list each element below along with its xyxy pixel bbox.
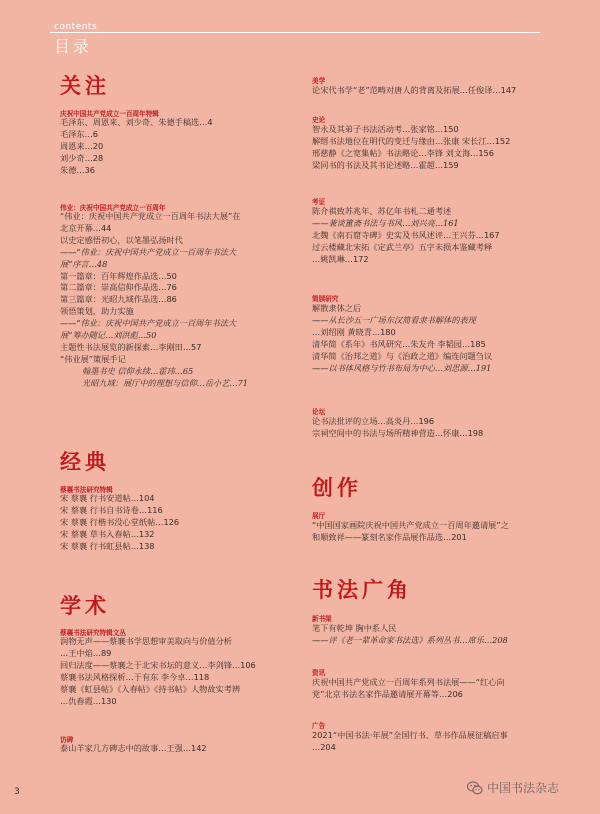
toc-entry[interactable]: 翰墨书史 信仰永续…霍玮…65 (82, 365, 194, 376)
toc-list (60, 636, 256, 707)
toc-entry[interactable]: 以史定感悟初心，以笔墨弘扬时代 (60, 234, 183, 245)
toc-entry[interactable]: 宋 蔡襄 行楷书没心堂纸帖…126 (60, 516, 180, 527)
toc-list (312, 206, 500, 266)
toc-list (60, 117, 213, 177)
toc-list (60, 493, 179, 553)
toc-list (312, 520, 509, 544)
subsection-heading: 庆祝中国共产党成立一百周年特辑 (60, 110, 159, 118)
toc-entry[interactable]: 回归法度——蔡襄之于北宋书坛的意义…李剑锋…106 (60, 659, 256, 670)
subsection-heading: 伟业：庆祝中国共产党成立一百周年 (60, 204, 166, 212)
toc-list (312, 677, 505, 701)
toc-entry[interactable]: 毛泽东…6 (60, 128, 98, 139)
subsection-heading: 美学 (312, 77, 326, 85)
toc-list (312, 623, 508, 647)
toc-list (312, 85, 516, 97)
toc-entry[interactable]: 领悟策划，助力实施 (60, 306, 134, 317)
toc-entry[interactable]: 邢慈静《之宽集帖》书法略论…李锋 刘文海…156 (312, 147, 494, 158)
toc-entry[interactable]: 宋 蔡襄 行书虹县帖…138 (60, 540, 155, 551)
toc-entry[interactable]: 周恩来…20 (60, 140, 104, 151)
toc-entry[interactable]: 泰山羊家几方碑志中的故事…王强…142 (60, 743, 207, 753)
subsection-heading: 资讯 (312, 669, 326, 677)
toc-entry[interactable]: 梁同书的书法及其书论述略…霍超…159 (312, 159, 459, 170)
subsection-heading: 论坛 (312, 408, 326, 416)
toc-entry[interactable]: 智永及其弟子书法活动考…张家铭…150 (312, 124, 459, 134)
toc-list (60, 211, 248, 390)
subsection-heading: 蔡襄书法研究特辑文丛 (60, 629, 126, 637)
toc-entry[interactable]: …姚凯琳…172 (312, 253, 369, 264)
toc-list (60, 743, 207, 755)
toc-entry[interactable]: 庆祝中国共产党成立一百周年系列书法展——“红心向 (312, 677, 505, 687)
subsection-heading: 简牍研究 (312, 295, 339, 303)
toc-entry[interactable]: 宋 蔡襄 行书安道帖…104 (60, 493, 155, 503)
toc-entry[interactable]: 笔下有乾坤 胸中系人民 (312, 623, 397, 633)
toc-entry[interactable]: ——“伟业：庆祝中国共产党成立一百周年书法大 (60, 246, 237, 257)
toc-entry[interactable]: ——“伟业：庆祝中国共产党成立一百周年书法大 (60, 318, 237, 329)
toc-entry[interactable]: ——评《老一辈革命家书法选》系列丛书…席乐…208 (312, 634, 508, 645)
section-title-chuangzuo: 创作 (312, 475, 362, 500)
toc-entry[interactable]: 论宋代书学“老”范畴对唐人的背离及拓展…任俊译…147 (312, 85, 517, 95)
subsection-heading: 新书架 (312, 615, 332, 623)
toc-list (312, 303, 492, 374)
toc-entry[interactable]: 刘少奇…28 (60, 152, 104, 163)
toc-entry[interactable]: 朱德…36 (60, 164, 95, 175)
wechat-icon (467, 780, 483, 796)
watermark (467, 779, 559, 796)
page-title: 目录 (54, 37, 93, 56)
header-english: contents (54, 22, 98, 32)
toc-entry[interactable]: 蔡襄《虹县帖》《入春帖》《持书帖》人物故实考辨 (60, 683, 241, 694)
subsection-heading: 访碑 (60, 736, 74, 744)
section-title-guangjiao: 书法广角 (312, 577, 412, 602)
subsection-heading: 广告 (312, 722, 326, 730)
toc-entry[interactable]: …仇春霞…130 (60, 695, 117, 706)
toc-entry[interactable]: 解散隶体之后 (312, 303, 362, 313)
toc-entry[interactable]: 宋 蔡襄 行书自书诗卷…116 (60, 504, 163, 515)
toc-entry[interactable]: 宋 蔡襄 草书入春帖…132 (60, 528, 155, 539)
subsection-heading: 史论 (312, 116, 326, 124)
toc-entry[interactable]: 展”筹办随记…刘洪彪…50 (60, 330, 157, 341)
watermark-text: 中国书法杂志 (487, 781, 560, 795)
subsection-heading: 展厅 (312, 512, 326, 520)
toc-entry[interactable]: 论书法批评的立场…高炎丹…196 (312, 416, 435, 426)
toc-entry[interactable]: 第三篇章：光昭九域作品选…86 (60, 294, 177, 305)
toc-entry[interactable]: 清华简《系年》书风研究…朱友舟 李韬园…185 (312, 338, 486, 349)
toc-entry[interactable]: 宗祠空间中的书法与场所精神营造…怀康…198 (312, 427, 484, 438)
toc-entry[interactable]: 过云楼藏北宋拓《定武兰亭》五字未损本鉴藏考释 (312, 241, 493, 252)
toc-entry[interactable]: 陈介祺致苏兆年、苏亿年书札二通考述 (312, 206, 452, 216)
toc-entry[interactable]: 和顺致祥——篆刻名家作品展作品选…201 (312, 531, 467, 542)
toc-entry[interactable]: 党”北京书法名家作品邀请展开幕等…206 (312, 688, 463, 699)
toc-entry[interactable]: ——兼谈簠斋书法与书风…刘兴亮…161 (312, 217, 459, 228)
toc-entry[interactable]: “中国国家画院庆祝中国共产党成立一百周年邀请展”之 (312, 520, 509, 530)
toc-entry[interactable]: …刘绍刚 黄晓青…180 (312, 326, 396, 337)
section-title-xueshu: 学术 (60, 593, 110, 618)
toc-entry[interactable]: ——从长沙五一广场东汉简看隶书解体的表现 (312, 314, 476, 325)
toc-list (312, 730, 508, 754)
subsection-heading: 蔡襄书法研究特辑 (60, 486, 113, 494)
toc-list (312, 416, 483, 440)
section-title-jingdian: 经典 (60, 449, 110, 474)
toc-entry[interactable]: 清华简《治邦之道》与《治政之道》编连问题刍议 (312, 350, 493, 361)
toc-entry[interactable]: 主题性书法展览的新探索…李刚田…57 (60, 341, 202, 352)
toc-entry[interactable]: “伟业展”策展手记 (60, 353, 126, 364)
header-divider (50, 32, 540, 33)
subsection-heading: 考证 (312, 198, 326, 206)
toc-entry[interactable]: 北京开幕…44 (60, 222, 112, 233)
toc-entry[interactable]: 展”序言…48 (60, 258, 108, 269)
toc-entry[interactable]: 第一篇章：百年辉煌作品选…50 (60, 270, 177, 281)
toc-entry[interactable]: 毛泽东、周恩来、刘少奇、朱德手稿选…4 (60, 117, 213, 127)
toc-entry[interactable]: ——以书体风格与竹书布局为中心…刘思源…191 (312, 362, 492, 373)
toc-entry[interactable]: 解缙书法地位在明代的变迁与缘由…张康 宋长江…152 (312, 135, 511, 146)
toc-list (312, 124, 510, 172)
toc-entry[interactable]: 润物无声——蔡襄书学思想审美取向与价值分析 (60, 636, 232, 646)
toc-entry[interactable]: 光昭九域：展厅中的理想与信仰…岳小艺…71 (82, 377, 248, 388)
toc-entry[interactable]: …204 (312, 741, 336, 752)
section-title-guanzhu: 关注 (60, 73, 110, 98)
toc-entry[interactable]: 蔡襄书法风格探析…于有东 李今卓…118 (60, 671, 210, 682)
toc-entry[interactable]: …王中焰…89 (60, 647, 112, 658)
toc-entry[interactable]: 第二篇章：崇高信仰作品选…76 (60, 282, 177, 293)
toc-entry[interactable]: 2021“中国书法·年展”全国行书、草书作品展征稿启事 (312, 730, 508, 740)
toc-entry[interactable]: 北魏《南石窟寺碑》史实及书风述评…王兴芬…167 (312, 229, 500, 240)
toc-entry[interactable]: “伟业：庆祝中国共产党成立一百周年书法大展”在 (60, 211, 241, 221)
page-number: 3 (14, 787, 20, 797)
